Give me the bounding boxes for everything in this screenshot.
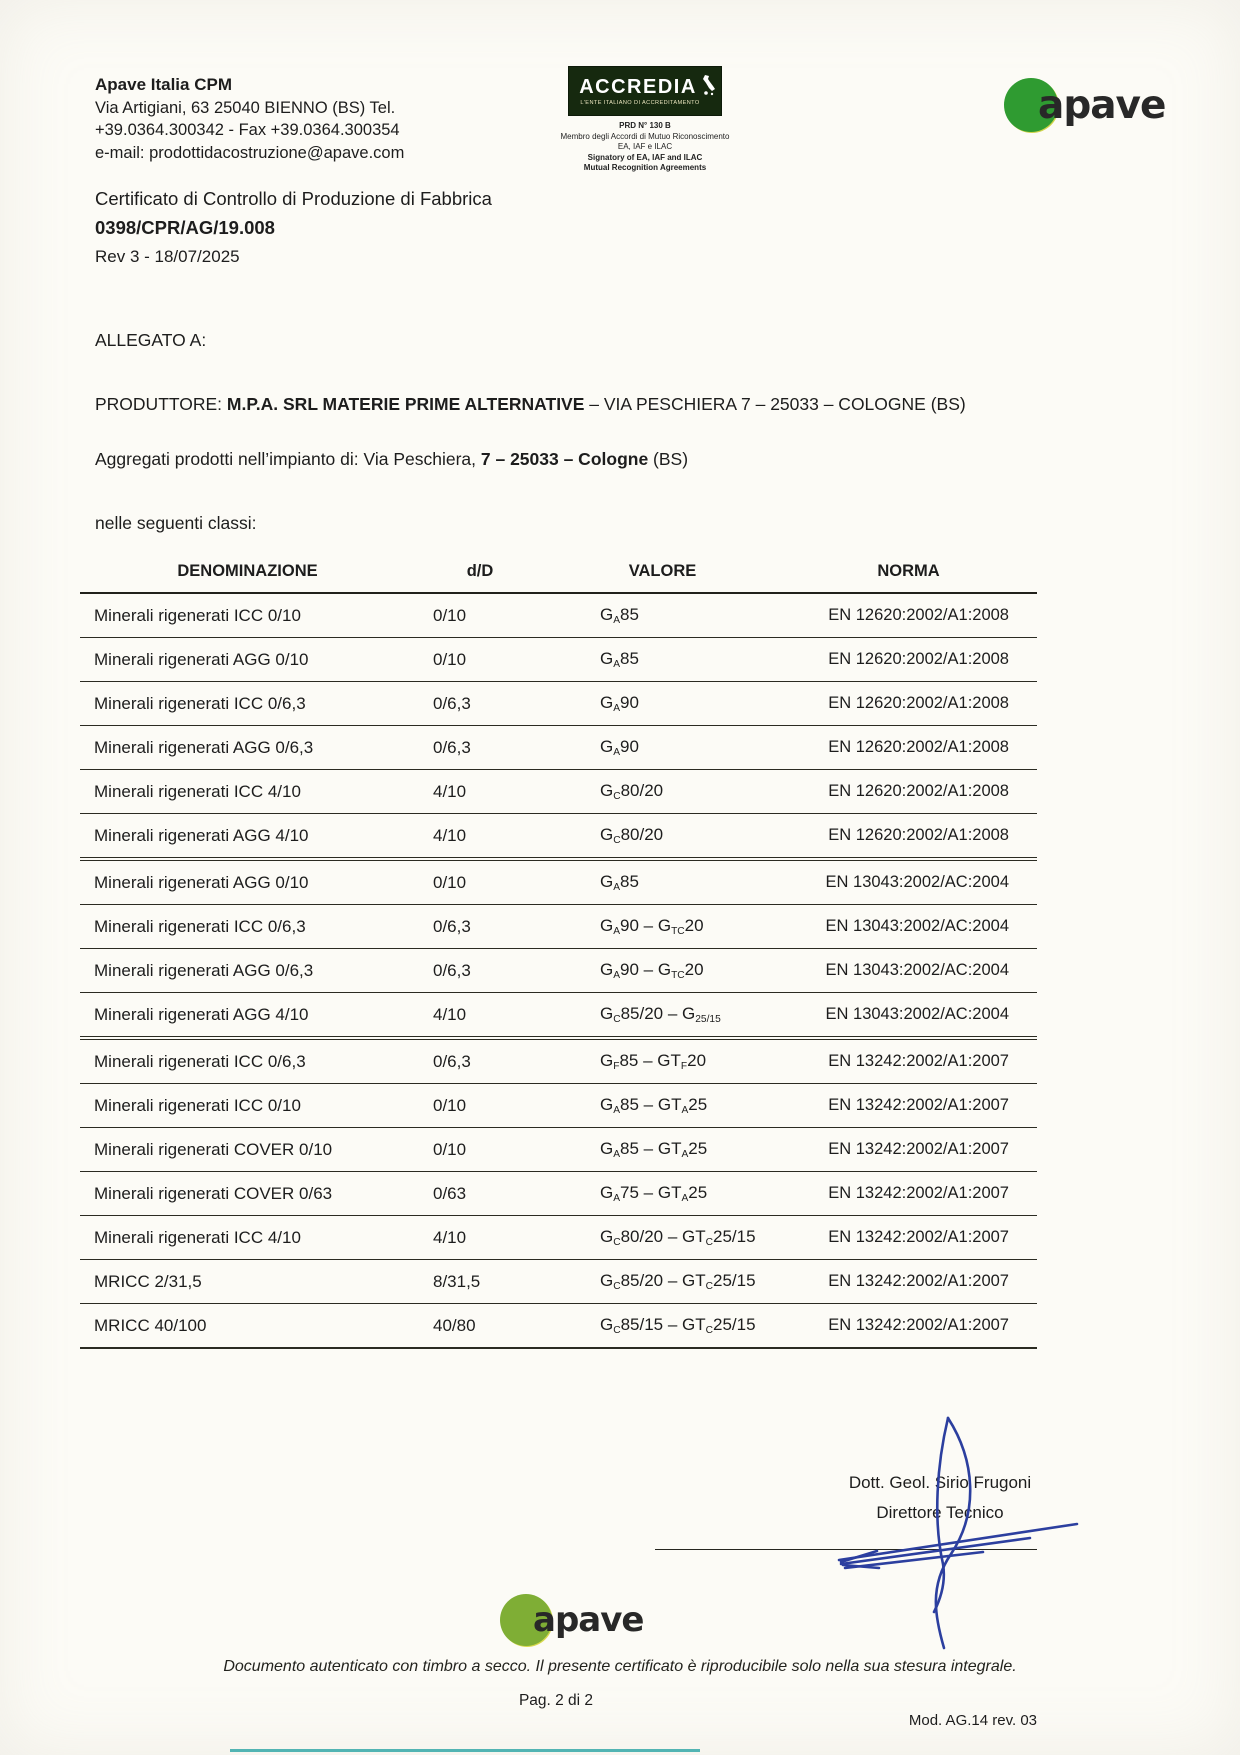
cell-valore: $G_C85/20 - GT_C25/15$ [600, 1271, 756, 1292]
cell-valore: $G_C85/15 - GT_C25/15$ [600, 1315, 756, 1336]
cell-denominazione: Minerali rigenerati AGG 0/6,3 [94, 960, 314, 980]
table-body [80, 594, 1037, 1349]
cell-norma: EN 13242:2002/A1:2007 [828, 1140, 1009, 1158]
table-row [80, 905, 1037, 949]
certificate-title: Certificato di Controllo di Produzione di Fabbrica [95, 188, 492, 209]
cell-dd: 0/10 [433, 872, 467, 892]
cell-dd: 4/10 [433, 781, 467, 801]
authenticity-notice: Documento autenticato con timbro a secco. Il presente certificato è riproducibile solo nella sua stesura integrale. [223, 1658, 1017, 1675]
cell-dd: 0/6,3 [433, 737, 471, 757]
table-row [80, 638, 1037, 682]
table-row [80, 949, 1037, 993]
cell-norma: EN 13043:2002/AC:2004 [825, 873, 1009, 891]
cell-dd: 0/10 [433, 1139, 467, 1159]
cell-norma: EN 13043:2002/AC:2004 [825, 1005, 1009, 1023]
classes-table [80, 550, 1037, 1349]
cell-denominazione: Minerali rigenerati ICC 4/10 [94, 1227, 301, 1247]
cell-dd: 0/10 [433, 1095, 467, 1115]
cell-norma: EN 13242:2002/A1:2007 [828, 1228, 1009, 1246]
cell-valore: $G_A90 - G_{TC}20$ [600, 916, 704, 937]
company-address: Via Artigiani, 63 25040 BIENNO (BS) Tel. [95, 98, 396, 117]
cell-norma: EN 12620:2002/A1:2008 [828, 738, 1009, 756]
table-row [80, 814, 1037, 861]
signatory-role: Direttore Tecnico [876, 1503, 1004, 1522]
apave-footer-text: apave [533, 1600, 644, 1640]
cell-dd: 0/10 [433, 605, 467, 625]
italy-map-icon [700, 74, 716, 96]
accredia-line2: EA, IAF e ILAC [617, 142, 673, 151]
cell-norma: EN 13242:2002/A1:2007 [828, 1184, 1009, 1202]
cell-dd: 40/80 [433, 1315, 476, 1335]
header-norma: NORMA [877, 561, 940, 580]
accredia-line4: Mutual Recognition Agreements [583, 163, 707, 172]
accredia-prd: PRD N° 130 B [619, 121, 671, 130]
header-valore: VALORE [628, 561, 697, 580]
accredia-details [560, 121, 730, 174]
table-row [80, 1128, 1037, 1172]
cell-denominazione: Minerali rigenerati ICC 0/6,3 [94, 1051, 306, 1071]
cell-denominazione: Minerali rigenerati ICC 0/10 [94, 605, 301, 625]
form-reference: Mod. AG.14 rev. 03 [908, 1712, 1037, 1729]
cell-norma: EN 13043:2002/AC:2004 [825, 917, 1009, 935]
apave-logo [1004, 78, 1204, 138]
classi-label: nelle seguenti classi: [95, 513, 257, 533]
cell-norma: EN 12620:2002/A1:2008 [828, 694, 1009, 712]
cell-valore: $G_A85$ [600, 605, 639, 626]
table-row [80, 1172, 1037, 1216]
handwritten-signature [815, 1412, 1095, 1652]
table-row [80, 993, 1037, 1040]
cell-norma: EN 12620:2002/A1:2008 [828, 826, 1009, 844]
cell-denominazione: Minerali rigenerati COVER 0/10 [94, 1139, 333, 1159]
cell-dd: 4/10 [433, 1227, 467, 1247]
cell-denominazione: MRICC 2/31,5 [94, 1271, 202, 1291]
produttore-name: M.P.A. SRL MATERIE PRIME ALTERNATIVE [226, 394, 585, 414]
scan-edge-artifact [230, 1749, 700, 1752]
cell-valore: $G_A85$ [600, 872, 639, 893]
cell-norma: EN 12620:2002/A1:2008 [828, 650, 1009, 668]
cell-valore: $G_A75 - GT_A25$ [600, 1183, 708, 1204]
cell-denominazione: Minerali rigenerati AGG 0/10 [94, 649, 309, 669]
accredia-line1: Membro degli Accordi di Mutuo Riconoscimento [560, 131, 730, 141]
cell-dd: 0/10 [433, 649, 467, 669]
cell-norma: EN 13242:2002/A1:2007 [828, 1052, 1009, 1070]
cell-dd: 0/6,3 [433, 1051, 471, 1071]
cell-denominazione: MRICC 40/100 [94, 1315, 207, 1335]
cell-denominazione: Minerali rigenerati ICC 0/6,3 [94, 916, 306, 936]
accredia-line3: Signatory of EA, IAF and ILAC [587, 152, 703, 162]
cell-norma: EN 12620:2002/A1:2008 [828, 606, 1009, 624]
letterhead [95, 74, 404, 164]
produttore-line [95, 394, 966, 415]
signatory-name: Dott. Geol. Sirio Frugoni [848, 1473, 1032, 1492]
impianto-prefix: Aggregati prodotti nell’impianto di: Via Peschiera, [95, 449, 481, 469]
table-header-row [80, 550, 1037, 594]
table-row [80, 770, 1037, 814]
cell-norma: EN 13242:2002/A1:2007 [828, 1316, 1009, 1334]
apave-footer-logo [500, 1594, 720, 1650]
cell-dd: 0/6,3 [433, 693, 471, 713]
produttore-label: PRODUTTORE: [95, 394, 227, 414]
certificate-id-block [95, 184, 492, 271]
cell-valore: $G_A85 - GT_A25$ [600, 1095, 708, 1116]
accredia-subtitle: L'ENTE ITALIANO DI ACCREDITAMENTO [580, 100, 700, 106]
table-row [80, 1216, 1037, 1260]
cell-denominazione: Minerali rigenerati ICC 0/6,3 [94, 693, 306, 713]
table-row [80, 1040, 1037, 1084]
company-name: Apave Italia CPM [95, 75, 232, 94]
cell-norma: EN 13043:2002/AC:2004 [825, 961, 1009, 979]
cell-denominazione: Minerali rigenerati AGG 4/10 [94, 1004, 309, 1024]
cell-dd: 0/6,3 [433, 960, 471, 980]
allegato-label: ALLEGATO A: [95, 330, 207, 350]
cell-valore: $G_C80/20$ [600, 781, 664, 802]
cell-dd: 0/63 [433, 1183, 467, 1203]
cell-valore: $G_A85$ [600, 649, 639, 670]
cell-denominazione: Minerali rigenerati AGG 0/6,3 [94, 737, 314, 757]
produttore-address: – VIA PESCHIERA 7 – 25033 – COLOGNE (BS) [584, 394, 966, 414]
cell-denominazione: Minerali rigenerati COVER 0/63 [94, 1183, 333, 1203]
apave-logo-text: apave [1038, 83, 1166, 128]
accredia-logo [568, 66, 722, 116]
certificate-number: 0398/CPR/AG/19.008 [95, 217, 275, 238]
header-dd: d/D [466, 561, 494, 580]
cell-denominazione: Minerali rigenerati AGG 0/10 [94, 872, 309, 892]
cell-norma: EN 12620:2002/A1:2008 [828, 782, 1009, 800]
cell-valore: $G_C80/20$ [600, 825, 664, 846]
impianto-line [95, 449, 688, 470]
cell-valore: $G_A85 - GT_A25$ [600, 1139, 708, 1160]
header-denominazione: DENOMINAZIONE [177, 561, 318, 580]
cell-dd: 4/10 [433, 1004, 467, 1024]
cell-norma: EN 13242:2002/A1:2007 [828, 1272, 1009, 1290]
cell-dd: 8/31,5 [433, 1271, 481, 1291]
table-row [80, 726, 1037, 770]
cell-valore: $G_A90 - G_{TC}20$ [600, 960, 704, 981]
accredia-wordmark: ACCREDIA [579, 76, 697, 98]
cell-valore: $G_A90$ [600, 693, 639, 714]
cell-norma: EN 13242:2002/A1:2007 [828, 1096, 1009, 1114]
page-number: Pag. 2 di 2 [518, 1692, 594, 1709]
certificate-revision: Rev 3 - 18/07/2025 [95, 247, 240, 266]
cell-denominazione: Minerali rigenerati ICC 0/10 [94, 1095, 301, 1115]
impianto-suffix: (BS) [648, 449, 689, 469]
cell-denominazione: Minerali rigenerati ICC 4/10 [94, 781, 301, 801]
accredia-block [560, 66, 730, 174]
company-phone-fax: +39.0364.300342 - Fax +39.0364.300354 [95, 121, 400, 139]
cell-valore: $G_C80/20 - GT_C25/15$ [600, 1227, 756, 1248]
cell-valore: $G_A90$ [600, 737, 639, 758]
cell-valore: $G_F85 - GT_F20$ [600, 1051, 707, 1072]
table-row [80, 1260, 1037, 1304]
table-row [80, 861, 1037, 905]
cell-denominazione: Minerali rigenerati AGG 4/10 [94, 825, 309, 845]
table-row [80, 1084, 1037, 1128]
cell-valore: $G_C85/20 - G_{25/15}$ [600, 1004, 721, 1025]
impianto-location: 7 – 25033 – Cologne [480, 449, 649, 469]
company-email: e-mail: prodottidacostruzione@apave.com [95, 143, 405, 162]
table-row [80, 1304, 1037, 1349]
cell-dd: 4/10 [433, 825, 467, 845]
table-row [80, 682, 1037, 726]
cell-dd: 0/6,3 [433, 916, 471, 936]
table-row [80, 594, 1037, 638]
